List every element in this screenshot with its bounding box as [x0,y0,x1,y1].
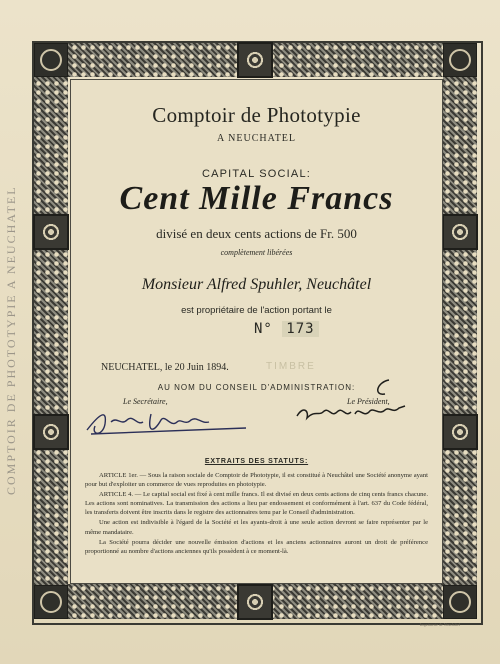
capital-amount: Cent Mille Francs [119,180,394,217]
medallion-left-upper [33,214,69,250]
share-division: divisé en deux cents actions de Fr. 500 [156,226,357,241]
medallion-right-upper [442,214,478,250]
corner-ornament-bottom-right [443,585,477,619]
statutes-extract [85,471,428,557]
paid-up-note: complètement libérées [220,248,293,257]
corner-ornament-top-right [443,43,477,77]
holder-name: Monsieur Alfred Spuhler, Neuchâtel [141,276,372,293]
medallion-right-lower [442,414,478,450]
share-number-value: 173 [282,321,318,337]
faded-stamp: TIMBRE [266,361,316,372]
share-number-label: N° [254,321,273,337]
statutes-heading: EXTRAITS DES STATUTS: [204,458,309,465]
secretary-signature [81,402,251,442]
certificate-body [70,79,443,584]
statute-article-4: ARTICLE 4. — Le capital social est fixé à cent mille francs. Il est divisé en deux cents actions de cinq cents francs chacune. Les actions sont nominatives. La transmission des actions a lieu par endossement et conformément à l'art. 637 du Code fédéral, les transferts doivent être inscrits dans le registre des actionnaires tenu par le Conseil d'administration. [85,491,428,517]
medallion-left-lower [33,414,69,450]
company-title: Comptoir de Phototypie [152,103,361,127]
ornament-band-left [34,43,68,619]
statute-new-issue: La Société pourra décider une nouvelle émission d'actions et les anciens actionnaires auront un droit de préférence proportionné au nombre d'actions anciennes qu'ils possèdent à ce moment-là. [85,538,428,555]
medallion-top [237,42,273,78]
president-signature [293,376,433,426]
share-number [254,321,319,337]
issue-date: NEUCHATEL, le 20 Juin 1894. [101,362,229,373]
side-watermark-text: COMPTOIR DE PHOTOTYPIE A NEUCHATEL [4,185,18,495]
ownership-line: est propriétaire de l'action portant le [181,305,332,316]
corner-ornament-bottom-left [34,585,68,619]
statute-article-1: ARTICLE 1er. — Sous la raison sociale de Comptoir de Phototypie, il est constitué à Neuchâtel une Société anonyme ayant pour but d'exploiter un commerce de vues reproduites en phototypie. [85,472,428,489]
secretary-label: Le Secrétaire, [123,397,168,406]
board-heading: AU NOM DU CONSEIL D'ADMINISTRATION: [157,383,356,392]
printer-imprint: Imprimerie de Neuchâtel [420,622,460,627]
ornament-band-right [443,43,477,619]
capital-label: CAPITAL SOCIAL: [201,168,312,180]
corner-ornament-top-left [34,43,68,77]
company-place: A NEUCHATEL [216,133,297,144]
medallion-bottom [237,584,273,620]
statute-indivisible: Une action est indivisible à l'égard de la Société et les ayants-droit à une seule action devront se faire représenter par le même mandataire. [85,519,428,536]
president-label: Le Président, [347,397,390,406]
